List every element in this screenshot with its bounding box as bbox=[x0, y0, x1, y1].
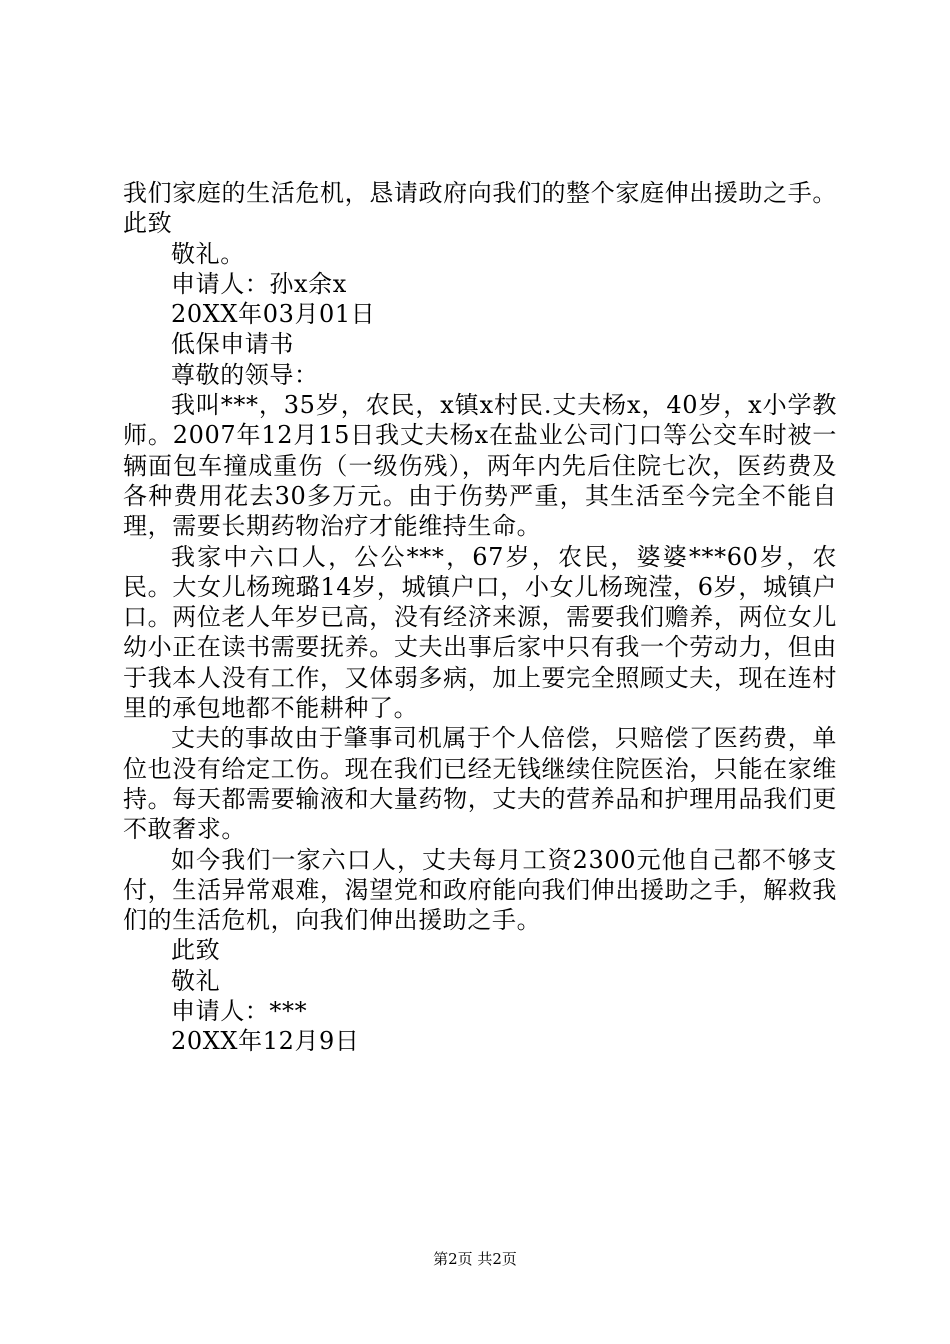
document-title: 低保申请书 bbox=[171, 330, 294, 359]
applicant-signature: 申请人：孙x余x bbox=[171, 269, 347, 298]
closing-salute: 敬礼。 bbox=[171, 239, 245, 268]
document-body bbox=[123, 178, 837, 1057]
applicant-signature-2: 申请人：*** bbox=[171, 997, 308, 1026]
signature-date-2: 20XX年12月9日 bbox=[171, 1027, 360, 1056]
paragraph-family: 我家中六口人，公公***，67岁，农民，婆婆***60岁，农民。大女儿杨琬璐14岁，城镇户口，小女儿杨琬滢，6岁，城镇户口。两位老人年岁已高，没有经济来源，需要我们赡养，两位女儿幼小正在读书需要抚养。丈夫出事后家中只有我一个劳动力，但由于我本人没有工作，又体弱多病，加上要完全照顾丈夫，现在连村里的承包地都不能耕种了。 bbox=[123, 542, 837, 723]
closing-phrase: 此致 bbox=[171, 936, 221, 965]
paragraph-introduction: 我叫***，35岁，农民，x镇x村民.丈夫杨x，40岁，x小学教师。2007年12月15日我丈夫杨x在盐业公司门口等公交车时被一辆面包车撞成重伤（一级伤残），两年内先后住院七次，医药费及各种费用花去30多万元。由于伤势严重，其生活至今完全不能自理，需要长期药物治疗才能维持生命。 bbox=[123, 391, 837, 541]
page-number: 第2页 共2页 bbox=[433, 1250, 517, 1268]
page-footer bbox=[0, 1249, 950, 1269]
paragraph-accident: 丈夫的事故由于肇事司机属于个人倍偿，只赔偿了医药费，单位也没有给定工伤。现在我们已经无钱继续住院医治，只能在家维持。每天都需要输液和大量药物，丈夫的营养品和护理用品我们更不敢奢求。 bbox=[123, 724, 837, 844]
paragraph-request: 如今我们一家六口人，丈夫每月工资2300元他自己都不够支付，生活异常艰难，渴望党和政府能向我们伸出援助之手，解救我们的生活危机，向我们伸出援助之手。 bbox=[123, 845, 837, 935]
paragraph-continuation: 我们家庭的生活危机，恳请政府向我们的整个家庭伸出援助之手。此致 bbox=[123, 179, 837, 238]
salutation: 尊敬的领导： bbox=[171, 360, 319, 389]
signature-date: 20XX年03月01日 bbox=[171, 300, 376, 329]
closing-salute-2: 敬礼 bbox=[171, 966, 221, 995]
